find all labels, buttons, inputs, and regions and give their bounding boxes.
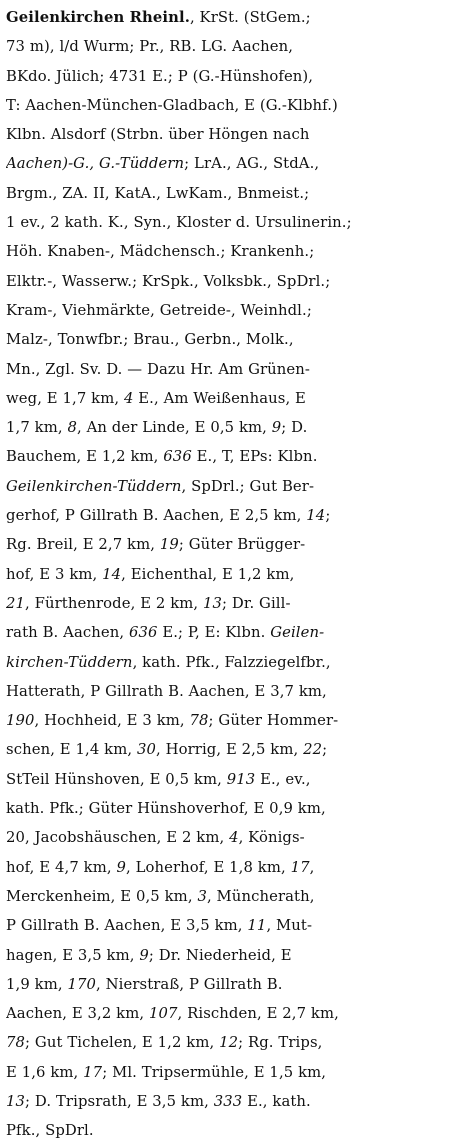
italic-segment: 78 <box>6 1034 26 1052</box>
text-segment: schen, E 1,4 km, <box>6 741 137 759</box>
entry-line <box>6 325 454 354</box>
text-segment: P Gillrath B. Aachen, E 3,5 km, <box>6 917 248 935</box>
text-segment: , Rischden, E 2,7 km, <box>177 1005 339 1023</box>
italic-segment: Geilen- <box>270 624 325 642</box>
italic-segment: Aachen)-G., G.-Tüddern <box>6 155 185 173</box>
italic-segment: 107 <box>148 1005 178 1023</box>
text-segment: Merckenheim, E 0,5 km, <box>6 887 198 905</box>
entry-line <box>6 941 454 970</box>
text-segment: , Eichenthal, E 1,2 km, <box>121 565 295 583</box>
entry-line <box>6 970 454 999</box>
text-segment: Elktr.-, Wasserw.; KrSpk., Volksbk., SpDrl.; <box>6 272 331 290</box>
italic-segment: 190 <box>6 712 35 730</box>
italic-segment: 9 <box>139 946 149 964</box>
entry-line <box>6 442 454 471</box>
entry-line <box>6 1058 454 1087</box>
text-segment: E.; P, E: Klbn. <box>157 624 271 642</box>
text-segment: ; <box>325 507 331 525</box>
entry-line <box>6 706 454 735</box>
entry-line <box>6 648 454 677</box>
text-segment: 1,9 km, <box>6 975 68 993</box>
text-segment: , Müncherath, <box>206 887 315 905</box>
italic-segment: 21 <box>6 594 26 612</box>
entry-line <box>6 296 454 325</box>
text-segment: Rg. Breil, E 2,7 km, <box>6 536 160 554</box>
text-segment: 73 m), l/d Wurm; Pr., RB. LG. Aachen, <box>6 38 294 56</box>
italic-segment: 636 <box>163 448 192 466</box>
entry-line <box>6 1087 454 1116</box>
entry-line <box>6 589 454 618</box>
text-segment: ; Rg. Trips, <box>238 1034 323 1052</box>
text-segment: BKdo. Jülich; 4731 E.; P (G.-Hünshofen), <box>6 67 314 85</box>
text-segment: ; Gut Tichelen, E 1,2 km, <box>25 1034 220 1052</box>
text-segment: , KrSt. (StGem.; <box>189 9 311 26</box>
entry-line <box>6 853 454 882</box>
text-segment: hof, E 4,7 km, <box>6 858 117 876</box>
text-segment: kath. Pfk.; Güter Hünshoverhof, E 0,9 km, <box>6 800 326 818</box>
entry-line <box>6 530 454 559</box>
text-segment: , SpDrl.; Gut Ber- <box>181 477 315 495</box>
text-segment: hagen, E 3,5 km, <box>6 946 140 964</box>
italic-segment: 78 <box>189 712 209 730</box>
text-segment: E., Am Weißenhaus, E <box>133 389 306 407</box>
entry-line <box>6 882 454 911</box>
text-segment: ; D. Tripsrath, E 3,5 km, <box>25 1092 214 1110</box>
text-segment: ; Güter Brügger- <box>178 536 306 554</box>
text-segment: ; Ml. Tripsermühle, E 1,5 km, <box>102 1063 327 1081</box>
entry-line <box>6 208 454 237</box>
text-segment: StTeil Hünshoven, E 0,5 km, <box>6 770 227 788</box>
text-segment: , <box>309 858 315 876</box>
text-segment: rath B. Aachen, <box>6 624 129 642</box>
text-segment: , Hochheid, E 3 km, <box>34 712 190 730</box>
text-segment: Höh. Knaben-, Mädchensch.; Krankenh.; <box>6 243 315 261</box>
italic-segment: kirchen-Tüddern <box>6 653 133 671</box>
italic-segment: 30 <box>136 741 156 759</box>
italic-segment: 9 <box>271 419 282 437</box>
text-segment: , kath. Pfk., Falzziegelfbr., <box>132 653 331 671</box>
text-segment: , Loherhof, E 1,8 km, <box>125 858 291 876</box>
text-segment: Klbn. Alsdorf (Strbn. über Höngen nach <box>6 126 310 144</box>
entry-line <box>6 3 454 32</box>
entry-line <box>6 120 454 149</box>
italic-segment: 14 <box>102 565 122 583</box>
text-segment: , Horrig, E 2,5 km, <box>155 741 304 759</box>
entry-line <box>6 618 454 647</box>
entry-line <box>6 501 454 530</box>
entry-line <box>6 1116 454 1145</box>
text-segment: , Mut- <box>266 917 313 935</box>
text-segment: ; LrA., AG., StdA., <box>184 155 320 173</box>
text-segment: 1 ev., 2 kath. K., Syn., Kloster d. Ursulinerin.; <box>6 214 352 232</box>
italic-segment: 913 <box>226 770 256 788</box>
text-segment: , Fürthenrode, E 2 km, <box>25 594 204 612</box>
gazetteer-entry <box>6 3 454 1146</box>
entry-line <box>6 794 454 823</box>
italic-segment: 17 <box>290 858 310 876</box>
italic-segment: 12 <box>219 1034 239 1052</box>
italic-segment: 19 <box>159 536 179 554</box>
text-segment: Aachen, E 3,2 km, <box>6 1005 149 1023</box>
text-segment: , Nierstraß, P Gillrath B. <box>96 975 283 993</box>
italic-segment: 13 <box>6 1092 26 1110</box>
italic-segment: 8 <box>67 419 77 437</box>
entry-line <box>6 1028 454 1057</box>
text-segment: gerhof, P Gillrath B. Aachen, E 2,5 km, <box>6 507 307 525</box>
text-segment: Bauchem, E 1,2 km, <box>6 448 164 466</box>
entry-line <box>6 677 454 706</box>
entry-line <box>6 765 454 794</box>
italic-segment: 636 <box>128 624 158 642</box>
entry-headword: Geilenkirchen Rheinl. <box>6 9 190 26</box>
italic-segment: 17 <box>83 1063 103 1081</box>
text-segment: Brgm., ZA. II, KatA., LwKam., Bnmeist.; <box>6 184 310 202</box>
text-segment: 20, Jacobshäuschen, E 2 km, <box>6 829 230 847</box>
entry-line <box>6 911 454 940</box>
entry-line <box>6 384 454 413</box>
text-segment: Hatterath, P Gillrath B. Aachen, E 3,7 km, <box>6 682 327 700</box>
text-segment: Mn., Zgl. Sv. D. — Dazu Hr. Am Grünen- <box>6 360 311 378</box>
text-segment: Kram-, Viehmärkte, Getreide-, Weinhdl.; <box>6 301 312 319</box>
italic-segment: 170 <box>67 975 96 993</box>
text-segment: ; D. <box>281 419 308 437</box>
entry-line <box>6 32 454 61</box>
italic-segment: 9 <box>116 858 126 876</box>
italic-segment: 333 <box>213 1092 243 1110</box>
entry-line <box>6 413 454 442</box>
text-segment: weg, E 1,7 km, <box>6 389 124 407</box>
italic-segment: 13 <box>203 594 223 612</box>
entry-line <box>6 560 454 589</box>
entry-line <box>6 355 454 384</box>
text-segment: Pfk., SpDrl. <box>6 1122 94 1140</box>
italic-segment: 14 <box>306 507 326 525</box>
text-segment: ; Dr. Gill- <box>222 594 291 612</box>
text-segment: E., T, EPs: Klbn. <box>191 448 318 466</box>
text-segment: Malz-, Tonwfbr.; Brau., Gerbn., Molk., <box>6 331 294 349</box>
text-segment: T: Aachen-München-Gladbach, E (G.-Klbhf.) <box>6 96 338 114</box>
entry-line <box>6 91 454 120</box>
text-segment: ; <box>322 741 328 759</box>
italic-segment: Geilenkirchen-Tüddern <box>6 477 182 495</box>
entry-line <box>6 149 454 178</box>
entry-line <box>6 472 454 501</box>
text-segment: ; Dr. Niederheid, E <box>148 946 292 964</box>
entry-line <box>6 823 454 852</box>
entry-line <box>6 267 454 296</box>
text-segment: E 1,6 km, <box>6 1063 84 1081</box>
entry-line <box>6 999 454 1028</box>
italic-segment: 4 <box>123 389 134 407</box>
entry-line <box>6 735 454 764</box>
entry-line <box>6 179 454 208</box>
text-segment: , Königs- <box>238 829 305 847</box>
italic-segment: 11 <box>247 917 267 935</box>
entry-line <box>6 237 454 266</box>
text-segment: E., ev., <box>255 770 311 788</box>
italic-segment: 22 <box>303 741 323 759</box>
text-segment: 1,7 km, <box>6 419 68 437</box>
entry-line <box>6 62 454 91</box>
text-segment: , An der Linde, E 0,5 km, <box>76 419 272 437</box>
text-segment: ; Güter Hommer- <box>208 712 339 730</box>
text-segment: E., kath. <box>242 1092 311 1110</box>
text-segment: hof, E 3 km, <box>6 565 103 583</box>
italic-segment: 4 <box>229 829 239 847</box>
italic-segment: 3 <box>197 887 207 905</box>
